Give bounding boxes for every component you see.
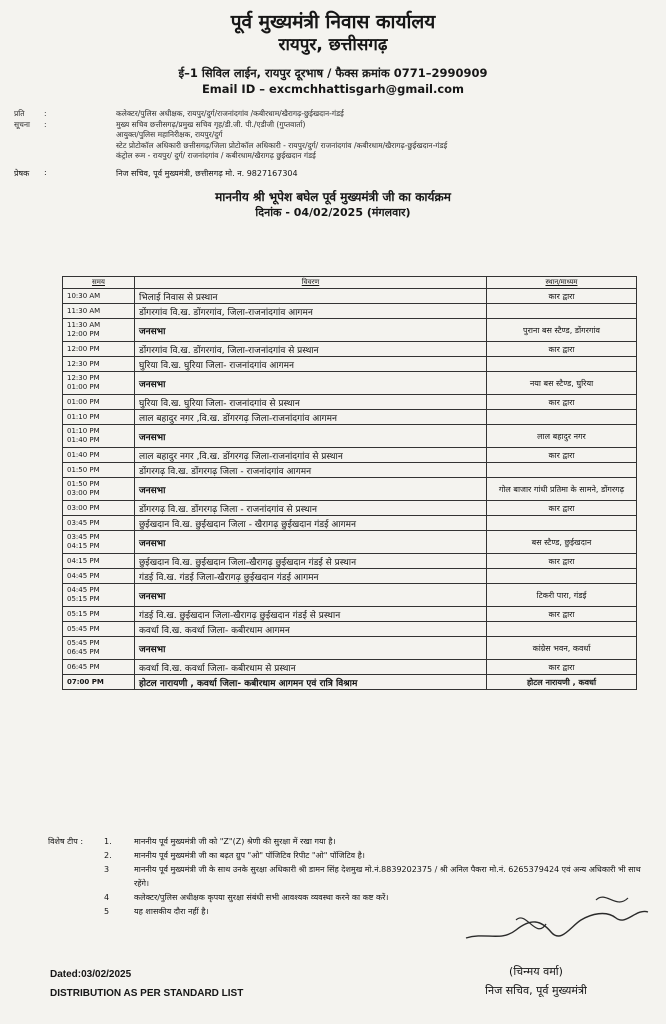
time-cell	[63, 372, 135, 395]
note-item	[48, 835, 658, 849]
venue-cell: कार द्वारा	[487, 501, 637, 516]
venue-cell	[487, 569, 637, 584]
addressee-row	[14, 120, 652, 131]
note-text: कलेक्टर/पुलिस अधीक्षक कृपया सुरक्षा संबंधी सभी आवश्यक व्यवस्था करने का कष्ट करें।	[134, 893, 389, 902]
table-row	[63, 554, 637, 569]
table-row	[63, 410, 637, 425]
time-start: 01:10 PM	[67, 412, 100, 421]
addressee-text: कंट्रोल रूम - रायपुर/ दुर्ग/ राजनांदगांव / कबीरधाम/खैरागढ़ छुईखदान गंडई	[116, 151, 316, 160]
venue-cell: कार द्वारा	[487, 395, 637, 410]
addressee-label	[14, 141, 44, 152]
time-start: 03:00 PM	[67, 503, 100, 512]
time-start: 11:30 AM	[67, 321, 101, 329]
time-start: 01:00 PM	[67, 397, 100, 406]
addressee-text: कलेक्टर/पुलिस अधीक्षक, रायपुर/दुर्ग/राजनांदगांव /कबीरधाम/खैरागढ़-छुईखदान-गंडई	[116, 109, 344, 118]
time-cell	[63, 637, 135, 660]
time-start: 04:45 PM	[67, 586, 100, 594]
venue-cell	[487, 516, 637, 531]
time-start: 05:45 PM	[67, 639, 100, 647]
addressee-label: सूचना	[14, 119, 30, 129]
time-cell	[63, 554, 135, 569]
note-text: माननीय पूर्व मुख्यमंत्री जी को "Z"(Z) श्रेणी की सुरक्षा में रखा गया है।	[134, 837, 336, 846]
venue-cell	[487, 357, 637, 372]
venue-cell	[487, 622, 637, 637]
time-start: 03:45 PM	[67, 518, 100, 527]
note-text: यह शासकीय दौरा नहीं है।	[134, 907, 209, 916]
description-cell: लाल बहादुर नगर ,वि.ख. डोंगरगढ़ जिला-राजनांदगांव आगमन	[135, 410, 487, 425]
time-cell	[63, 319, 135, 342]
addressee-text: आयुक्त/पुलिस महानिरीक्षक, रायपुर/दुर्ग	[116, 130, 223, 139]
time-cell	[63, 342, 135, 357]
footer-left	[50, 965, 243, 1003]
description-cell: गंडई वि.ख. गंडई जिला-खैरागढ़ छुईखदान गंडई आगमन	[135, 569, 487, 584]
addressee-row	[14, 109, 652, 120]
addressee-label	[14, 130, 44, 141]
time-cell	[63, 448, 135, 463]
distribution-line: DISTRIBUTION AS PER STANDARD LIST	[50, 988, 244, 999]
table-row	[63, 531, 637, 554]
time-start: 07:00 PM	[67, 677, 104, 686]
note-number: 1.	[104, 837, 112, 846]
venue-cell: कार द्वारा	[487, 289, 637, 304]
table-row	[63, 319, 637, 342]
signatory-block	[446, 962, 626, 1000]
note-text: माननीय पूर्व मुख्यमंत्री जी के साथ उनके सुरक्षा अधिकारी श्री डामन सिंह देशमुख मो.नं.8839202375 / श्री अनिल पैकरा मो.नं. 6265379424 एवं अन्य अधिकारी भी साथ रहेंगे।	[134, 865, 641, 888]
description-cell: जनसभा	[135, 372, 487, 395]
time-end: 05:15 PM	[67, 595, 100, 603]
time-start: 11:30 AM	[67, 306, 101, 315]
table-row	[63, 372, 637, 395]
note-indent	[48, 891, 104, 905]
description-cell: भिलाई निवास से प्रस्थान	[135, 289, 487, 304]
time-end: 04:15 PM	[67, 542, 100, 550]
addressee-text: मुख्य सचिव छत्तीसगढ़/प्रमुख सचिव गृह/डी.जी. पी./एडीजी (गुप्तवार्ता)	[116, 119, 306, 129]
description-cell: जनसभा	[135, 531, 487, 554]
table-header-row	[63, 277, 637, 289]
addressee-colon	[44, 151, 116, 162]
description-cell: घुरिया वि.ख. घुरिया जिला- राजनांदगांव आगमन	[135, 357, 487, 372]
description-cell: होटल नारायणी , कवर्धा जिला- कबीरधाम आगमन एवं रात्रि विश्राम	[135, 675, 487, 690]
description-cell: जनसभा	[135, 584, 487, 607]
venue-cell: टिकरी पारा, गंडई	[487, 584, 637, 607]
time-cell	[63, 675, 135, 690]
table-row	[63, 357, 637, 372]
venue-cell: पुराना बस स्टैण्ड, डोंगरगांव	[487, 319, 637, 342]
header-venue: स्थान/माध्यम	[487, 277, 637, 289]
time-cell	[63, 607, 135, 622]
description-cell: जनसभा	[135, 425, 487, 448]
table-row	[63, 289, 637, 304]
time-start: 06:45 PM	[67, 662, 100, 671]
table-row	[63, 607, 637, 622]
addressee-colon: :	[44, 109, 47, 118]
signatory-name: (चिन्मय वर्मा)	[509, 965, 563, 978]
venue-cell: नया बस स्टैण्ड, घुरिया	[487, 372, 637, 395]
office-name: पूर्व मुख्यमंत्री निवास कार्यालय	[230, 11, 436, 33]
time-cell	[63, 622, 135, 637]
time-cell	[63, 516, 135, 531]
note-item	[48, 849, 658, 863]
description-cell: डोंगरगढ़ वि.ख. डोंगरगढ़ जिला - राजनांदगांव से प्रस्थान	[135, 501, 487, 516]
time-start: 01:10 PM	[67, 427, 100, 435]
addressee-label: प्रति	[14, 109, 25, 118]
time-start: 04:15 PM	[67, 556, 100, 565]
table-row	[63, 395, 637, 410]
time-start: 01:50 PM	[67, 480, 100, 488]
time-start: 04:45 PM	[67, 571, 100, 580]
description-cell: जनसभा	[135, 478, 487, 501]
table-row	[63, 448, 637, 463]
addressee-block	[14, 109, 652, 162]
venue-cell	[487, 304, 637, 319]
sender-line	[14, 168, 652, 179]
venue-cell: कार द्वारा	[487, 448, 637, 463]
addressee-label	[14, 151, 44, 162]
time-end: 01:00 PM	[67, 383, 100, 391]
table-row	[63, 304, 637, 319]
schedule-table	[62, 276, 637, 690]
description-cell: डोंगरगढ़ वि.ख. डोंगरगढ़ जिला - राजनांदगांव आगमन	[135, 463, 487, 478]
note-text: माननीय पूर्व मुख्यमंत्री जी का बढ़त ग्रुप "ओ" पॉजिटिव रिपीट "ओ" पॉजिटिव है।	[134, 851, 365, 860]
description-cell: कवर्धा वि.ख. कवर्धा जिला- कबीरधाम से प्रस्थान	[135, 660, 487, 675]
time-start: 12:30 PM	[67, 374, 100, 382]
program-date: दिनांक - 04/02/2025 (मंगलवार)	[255, 205, 411, 219]
time-start: 01:50 PM	[67, 465, 100, 474]
time-start: 12:00 PM	[67, 344, 100, 353]
addressee-colon: :	[44, 119, 47, 129]
note-number: 3	[104, 865, 110, 874]
time-end: 03:00 PM	[67, 489, 100, 497]
time-cell	[63, 463, 135, 478]
description-cell: छुईखदान वि.ख. छुईखदान जिला - खैरागढ़ छुईखदान गंडई आगमन	[135, 516, 487, 531]
sender-text: निज सचिव, पूर्व मुख्यमंत्री, छत्तीसगढ़ मो. न. 9827167304	[116, 168, 298, 178]
office-email: Email ID – excmchhattisgarh@gmail.com	[201, 82, 465, 96]
time-start: 12:30 PM	[67, 359, 100, 368]
signatory-title: निज सचिव, पूर्व मुख्यमंत्री	[485, 984, 587, 997]
time-end: 12:00 PM	[67, 330, 100, 338]
venue-cell	[487, 410, 637, 425]
addressee-text: स्टेट प्रोटोकॉल अधिकारी छत्तीसगढ़/जिला प्रोटोकॉल अधिकारी - रायपुर/दुर्ग/ राजनांदगांव /कबीरधाम/खैरागढ़-छुईखदान-गंडई	[116, 140, 448, 150]
header-time: समय	[63, 277, 135, 289]
addressee-row	[14, 130, 652, 141]
table-row	[63, 675, 637, 690]
table-row	[63, 622, 637, 637]
venue-cell: लाल बहादुर नगर	[487, 425, 637, 448]
description-cell: गंडई वि.ख. छुईखदान जिला-खैरागढ़ छुईखदान गंडई से प्रस्थान	[135, 607, 487, 622]
venue-cell	[487, 463, 637, 478]
venue-cell: कार द्वारा	[487, 607, 637, 622]
time-cell	[63, 304, 135, 319]
table-row	[63, 463, 637, 478]
program-title: माननीय श्री भूपेश बघेल पूर्व मुख्यमंत्री जी का कार्यक्रम	[215, 189, 451, 204]
letterhead	[14, 10, 652, 97]
schedule-body	[63, 289, 637, 690]
description-cell: जनसभा	[135, 319, 487, 342]
addressee-colon	[44, 130, 116, 141]
time-start: 05:15 PM	[67, 609, 100, 618]
time-start: 01:40 PM	[67, 450, 100, 459]
time-end: 01:40 PM	[67, 436, 100, 444]
table-row	[63, 660, 637, 675]
description-cell: छुईखदान वि.ख. छुईखदान जिला-खैरागढ़ छुईखदान गंडई से प्रस्थान	[135, 554, 487, 569]
table-row	[63, 342, 637, 357]
time-cell	[63, 569, 135, 584]
venue-cell: बस स्टैण्ड, छुईखदान	[487, 531, 637, 554]
signature-mark	[456, 880, 656, 955]
note-indent	[48, 849, 104, 863]
venue-cell: कार द्वारा	[487, 342, 637, 357]
time-cell	[63, 584, 135, 607]
time-cell	[63, 478, 135, 501]
note-number: 5	[104, 907, 110, 916]
note-indent	[48, 863, 104, 891]
note-number: 2.	[104, 851, 112, 860]
addressee-colon	[44, 141, 116, 152]
table-row	[63, 569, 637, 584]
time-start: 03:45 PM	[67, 533, 100, 541]
time-start: 10:30 AM	[67, 291, 101, 300]
time-cell	[63, 289, 135, 304]
table-row	[63, 516, 637, 531]
description-cell: जनसभा	[135, 637, 487, 660]
addressee-row	[14, 141, 652, 152]
sender-colon: :	[44, 167, 47, 177]
venue-cell: कांग्रेस भवन, कवर्धा	[487, 637, 637, 660]
table-row	[63, 584, 637, 607]
description-cell: कवर्धा वि.ख. कवर्धा जिला- कबीरधाम आगमन	[135, 622, 487, 637]
description-cell: डोंगरगांव वि.ख. डोंगरगांव, जिला-राजनांदगांव आगमन	[135, 304, 487, 319]
venue-cell: कार द्वारा	[487, 554, 637, 569]
time-cell	[63, 425, 135, 448]
time-cell	[63, 357, 135, 372]
time-cell	[63, 410, 135, 425]
header-description: विवरण	[135, 277, 487, 289]
note-indent	[48, 905, 104, 919]
table-row	[63, 478, 637, 501]
time-start: 05:45 PM	[67, 624, 100, 633]
dated-line: Dated:03/02/2025	[50, 969, 132, 980]
table-row	[63, 637, 637, 660]
description-cell: डोंगरगांव वि.ख. डोंगरगांव, जिला-राजनांदगांव से प्रस्थान	[135, 342, 487, 357]
table-row	[63, 501, 637, 516]
notes-label: विशेष टीप :	[48, 837, 84, 846]
venue-cell: कार द्वारा	[487, 660, 637, 675]
venue-cell: गोल बाजार गांधी प्रतिमा के सामने, डोंगरगढ़	[487, 478, 637, 501]
time-cell	[63, 395, 135, 410]
table-row	[63, 425, 637, 448]
time-cell	[63, 501, 135, 516]
description-cell: लाल बहादुर नगर ,वि.ख. डोंगरगढ़ जिला-राजनांदगांव से प्रस्थान	[135, 448, 487, 463]
note-number: 4	[104, 893, 110, 902]
time-cell	[63, 531, 135, 554]
description-cell: घुरिया वि.ख. घुरिया जिला- राजनांदगांव से प्रस्थान	[135, 395, 487, 410]
time-cell	[63, 660, 135, 675]
addressee-row	[14, 151, 652, 162]
sender-label: प्रेषक	[14, 168, 30, 178]
office-city: रायपुर, छत्तीसगढ़	[278, 35, 388, 55]
office-address: ई–1 सिविल लाईन, रायपुर दूरभाष / फैक्स क्रमांक 0771–2990909	[178, 66, 488, 80]
venue-cell: होटल नारायणी , कवर्धा	[487, 675, 637, 690]
time-end: 06:45 PM	[67, 648, 100, 656]
